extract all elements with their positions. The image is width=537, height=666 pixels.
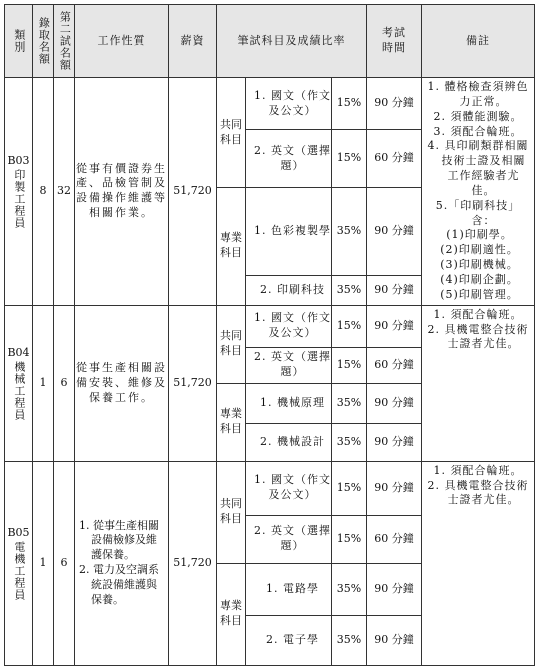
notes-cell [422, 461, 535, 665]
subject-ratio: 15% [332, 461, 367, 515]
second-quota-cell: 6 [54, 305, 75, 461]
subject-name: 2. 英文（選擇題） [246, 130, 332, 188]
note-item: (2)印刷適性。 [440, 243, 519, 257]
subject-name: 1. 機械原理 [246, 383, 332, 423]
subject-ratio: 15% [332, 347, 367, 383]
subject-ratio: 15% [332, 515, 367, 563]
note-item: (5)印刷管理。 [440, 287, 519, 301]
note-item: 3. 須配合輪班。 [433, 124, 523, 138]
category-cell: B04 機械工程員 [5, 305, 33, 461]
subject-name: 2. 英文（選擇題） [246, 515, 332, 563]
salary-cell: 51,720 [169, 305, 217, 461]
header-category: 類別 [5, 5, 33, 78]
note-item: (1)印刷學。 [446, 228, 513, 242]
professional-subject-label: 專業科目 [217, 383, 246, 461]
subject-time: 60 分鐘 [367, 347, 422, 383]
table-row [5, 461, 535, 515]
subject-ratio: 35% [332, 615, 367, 665]
second-quota-cell: 32 [54, 78, 75, 306]
job-nature: 從事生產相關設備安裝、維修及保養工作。 [75, 305, 169, 461]
category-cell: B03 印製工程員 [5, 78, 33, 306]
category-cell: B05 電機工程員 [5, 461, 33, 665]
notes-cell [422, 305, 535, 461]
subject-time: 90 分鐘 [367, 563, 422, 615]
professional-subject-label: 專業科目 [217, 188, 246, 306]
header-quota: 錄取名額 [33, 5, 54, 78]
subject-name: 1. 電路學 [246, 563, 332, 615]
nature-item: 2. 電力及空調系統設備維護與保養。 [79, 563, 159, 606]
note-item: (4)印刷企劃。 [440, 272, 519, 286]
nature-item: 1. 從事生產相關設備檢修及維護保養。 [79, 518, 159, 562]
job-nature [75, 461, 169, 665]
subject-time: 90 分鐘 [367, 423, 422, 461]
subject-name: 1. 國文（作文及公文） [246, 461, 332, 515]
subject-ratio: 15% [332, 78, 367, 130]
subject-time: 90 分鐘 [367, 383, 422, 423]
subject-time: 90 分鐘 [367, 78, 422, 130]
subject-time: 90 分鐘 [367, 305, 422, 347]
subject-time: 60 分鐘 [367, 130, 422, 188]
subject-ratio: 35% [332, 563, 367, 615]
note-item: 2. 具機電整合技術士證者尤佳。 [427, 322, 529, 351]
job-nature: 從事有價證券生產、品檢管制及設備操作維護等相關作業。 [75, 78, 169, 306]
note-item: 2. 須體能測驗。 [433, 109, 523, 123]
header-second-quota: 第二試名額 [54, 5, 75, 78]
subject-name: 2. 電子學 [246, 615, 332, 665]
header-subjects: 筆試科目及成績比率 [217, 5, 367, 78]
salary-cell: 51,720 [169, 78, 217, 306]
subject-ratio: 15% [332, 130, 367, 188]
subject-time: 90 分鐘 [367, 615, 422, 665]
second-quota-cell: 6 [54, 461, 75, 665]
quota-cell: 1 [33, 305, 54, 461]
note-item: 1. 須配合輪班。 [433, 463, 523, 477]
subject-name: 2. 英文（選擇題） [246, 347, 332, 383]
subject-time: 90 分鐘 [367, 188, 422, 276]
header-exam-time: 考試時間 [367, 5, 422, 78]
table-row [5, 78, 535, 130]
subject-time: 90 分鐘 [367, 275, 422, 305]
table-row [5, 305, 535, 347]
subject-ratio: 35% [332, 383, 367, 423]
subject-ratio: 35% [332, 423, 367, 461]
common-subject-label: 共同科目 [217, 78, 246, 188]
header-row [5, 5, 535, 78]
salary-cell: 51,720 [169, 461, 217, 665]
subject-name: 1. 國文（作文及公文） [246, 78, 332, 130]
header-nature: 工作性質 [75, 5, 169, 78]
subject-ratio: 35% [332, 188, 367, 276]
subject-ratio: 15% [332, 305, 367, 347]
note-item: 4. 具印刷類群相關技術士證及相關工作經驗者尤佳。 [427, 139, 529, 197]
professional-subject-label: 專業科目 [217, 563, 246, 665]
quota-cell: 8 [33, 78, 54, 306]
common-subject-label: 共同科目 [217, 461, 246, 563]
quota-cell: 1 [33, 461, 54, 665]
note-item: 5.「印刷科技」含： [435, 198, 521, 227]
subject-name: 2. 機械設計 [246, 423, 332, 461]
header-notes: 備註 [422, 5, 535, 78]
note-item: (3)印刷機械。 [440, 258, 519, 272]
header-salary: 薪資 [169, 5, 217, 78]
common-subject-label: 共同科目 [217, 305, 246, 383]
note-item: 1. 體格檢查須辨色力正常。 [427, 80, 529, 108]
recruitment-table [4, 4, 535, 666]
subject-ratio: 35% [332, 275, 367, 305]
subject-name: 2. 印刷科技 [246, 275, 332, 305]
subject-time: 90 分鐘 [367, 461, 422, 515]
subject-name: 1. 國文（作文及公文） [246, 305, 332, 347]
notes-cell [422, 78, 535, 306]
note-item: 1. 須配合輪班。 [433, 307, 523, 321]
note-item: 2. 具機電整合技術士證者尤佳。 [427, 478, 529, 507]
subject-name: 1. 色彩複製學 [246, 188, 332, 276]
subject-time: 60 分鐘 [367, 515, 422, 563]
